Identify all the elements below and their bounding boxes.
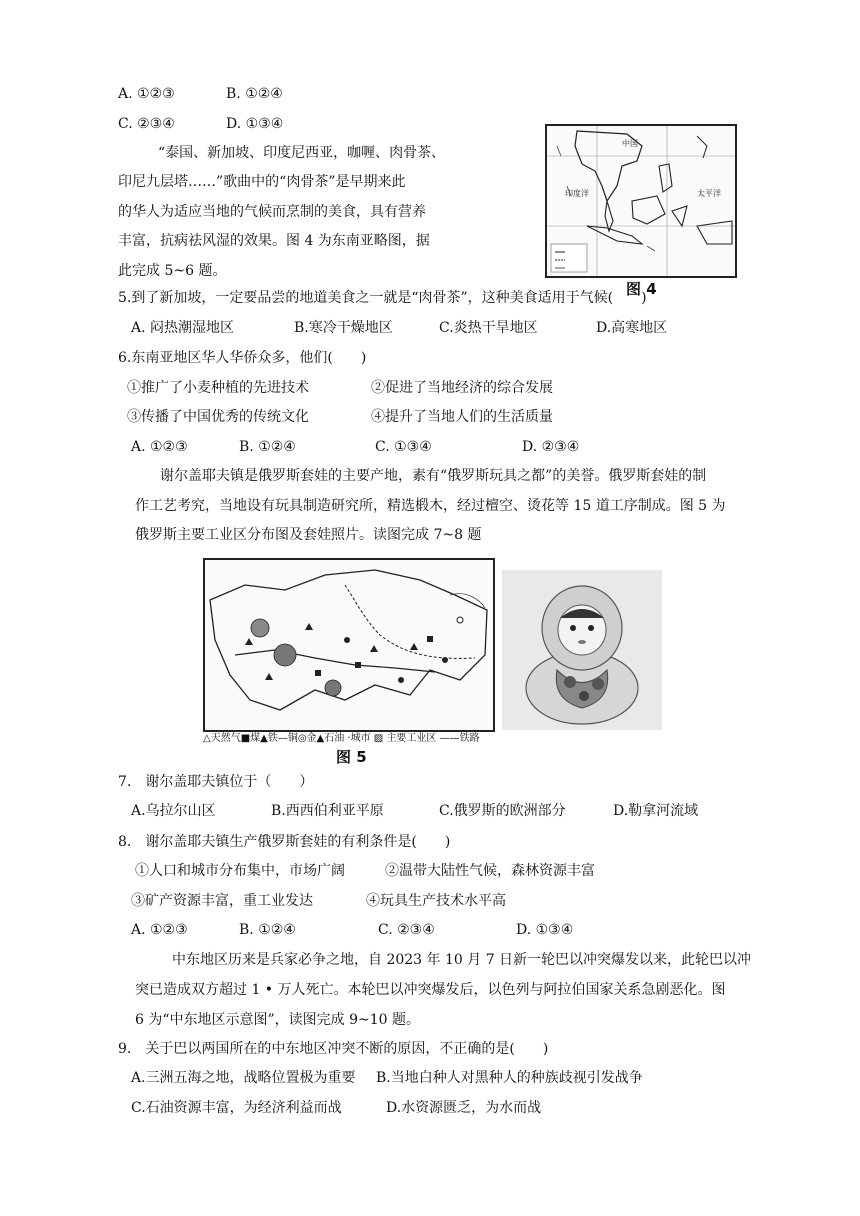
figure5-legend: △天然气■煤▲铁—铜◎金▲石油 ·城市 ▨ 主要工业区 ——铁路 bbox=[203, 733, 480, 744]
q6-statement: ②促进了当地经济的综合发展 bbox=[371, 380, 553, 396]
passage2-line: 谢尔盖耶夫镇是俄罗斯套娃的主要产地，素有“俄罗斯玩具之都”的美誉。俄罗斯套娃的制 bbox=[160, 468, 707, 484]
passage2-line: 俄罗斯主要工业区分布图及套娃照片。读图完成 7~8 题 bbox=[135, 527, 482, 543]
q8-statement: ①人口和城市分布集中，市场广阔 bbox=[135, 863, 345, 879]
q6-option-a: A. ①②③ bbox=[131, 439, 188, 455]
option-c: C. ②③④ bbox=[118, 116, 175, 132]
passage1-line: 此完成 5~6 题。 bbox=[118, 263, 227, 279]
figure5-caption: 图 5 bbox=[336, 748, 367, 766]
q6-statement: ①推广了小麦种植的先进技术 bbox=[127, 380, 309, 396]
q9-option-a: A.三洲五海之地，战略位置极为重要 bbox=[131, 1070, 356, 1086]
q5-option-b: B.寒冷干燥地区 bbox=[294, 320, 393, 336]
q6-stem: 6.东南亚地区华人华侨众多，他们( ) bbox=[118, 350, 367, 366]
q7-stem: 7. 谢尔盖耶夫镇位于（ ） bbox=[118, 774, 314, 790]
passage3-line: 突已造成双方超过 1 • 万人死亡。本轮巴以冲突爆发后，以色列与阿拉伯国家关系急剧恶化。图 bbox=[135, 982, 726, 998]
q7-option-d: D.勒拿河流域 bbox=[613, 803, 699, 819]
passage1-line: 丰富，抗病祛风湿的效果。图 4 为东南亚略图，据 bbox=[118, 233, 430, 249]
option-b: B. ①②④ bbox=[226, 86, 283, 102]
russia-map-graphic bbox=[205, 560, 493, 730]
russia-industry-map bbox=[203, 558, 495, 732]
q6-statement: ④提升了当地人们的生活质量 bbox=[371, 409, 553, 425]
southeast-asia-map bbox=[545, 124, 737, 278]
q9-option-c: C.石油资源丰富，为经济利益而战 bbox=[131, 1100, 342, 1116]
passage1-line: “泰国、新加坡、印度尼西亚，咖喱、肉骨茶、 bbox=[158, 145, 446, 161]
map-graphic bbox=[547, 126, 735, 276]
figure4-caption: 图 4 bbox=[626, 280, 657, 298]
passage1-line: 印尼九层塔……”歌曲中的“肉骨茶”是早期来此 bbox=[118, 174, 406, 190]
q9-option-b: B.当地白种人对黑种人的种族歧视引发战争 bbox=[376, 1070, 643, 1086]
passage2-line: 作工艺考究，当地设有玩具制造研究所，精选椴木，经过檀空、烫花等 15 道工序制成。图 5 为 bbox=[135, 498, 726, 514]
q8-option-d: D. ①③④ bbox=[516, 922, 574, 938]
q7-option-c: C.俄罗斯的欧洲部分 bbox=[439, 803, 566, 819]
q8-option-c: C. ②③④ bbox=[378, 922, 435, 938]
option-d: D. ①③④ bbox=[226, 116, 284, 132]
matryoshka-icon bbox=[502, 570, 662, 730]
q5-option-c: C.炎热干旱地区 bbox=[439, 320, 538, 336]
passage3-line: 6 为“中东地区示意图”，读图完成 9~10 题。 bbox=[135, 1012, 421, 1028]
q6-option-c: C. ①③④ bbox=[375, 439, 432, 455]
q8-option-b: B. ①②④ bbox=[239, 922, 296, 938]
q9-stem: 9. 关于巴以两国所在的中东地区冲突不断的原因，不正确的是( ) bbox=[118, 1041, 549, 1057]
map-label-pacific: 太平洋 bbox=[697, 189, 721, 198]
q8-statement: ④玩具生产技术水平高 bbox=[366, 893, 506, 909]
q7-option-a: A.乌拉尔山区 bbox=[131, 803, 216, 819]
q8-statement: ③矿产资源丰富，重工业发达 bbox=[131, 893, 313, 909]
q8-option-a: A. ①②③ bbox=[131, 922, 188, 938]
q6-option-b: B. ①②④ bbox=[239, 439, 296, 455]
q6-statement: ③传播了中国优秀的传统文化 bbox=[127, 409, 309, 425]
map-label-indian-ocean: 印度洋 bbox=[565, 189, 589, 198]
q5-option-a: A. 闷热潮湿地区 bbox=[131, 320, 235, 336]
q9-option-d: D.水资源匮乏，为水而战 bbox=[386, 1100, 542, 1116]
q5-option-d: D.高寒地区 bbox=[596, 320, 668, 336]
matryoshka-photo bbox=[502, 570, 662, 730]
option-a: A. ①②③ bbox=[118, 86, 175, 102]
q5-stem: 5.到了新加坡，一定要品尝的地道美食之一就是“肉骨茶”，这种美食适用于气候( ) bbox=[118, 290, 647, 306]
q8-stem: 8. 谢尔盖耶夫镇生产俄罗斯套娃的有利条件是( ) bbox=[118, 834, 451, 850]
passage3-line: 中东地区历来是兵家必争之地，自 2023 年 10 月 7 日新一轮巴以冲突爆发以来，此轮巴以冲 bbox=[172, 952, 752, 968]
q6-option-d: D. ②③④ bbox=[522, 439, 580, 455]
q7-option-b: B.西西伯利亚平原 bbox=[271, 803, 384, 819]
passage1-line: 的华人为适应当地的气候而烹制的美食，具有营养 bbox=[118, 204, 426, 220]
map-label-china: 中国 bbox=[622, 139, 638, 148]
q8-statement: ②温带大陆性气候，森林资源丰富 bbox=[385, 863, 595, 879]
